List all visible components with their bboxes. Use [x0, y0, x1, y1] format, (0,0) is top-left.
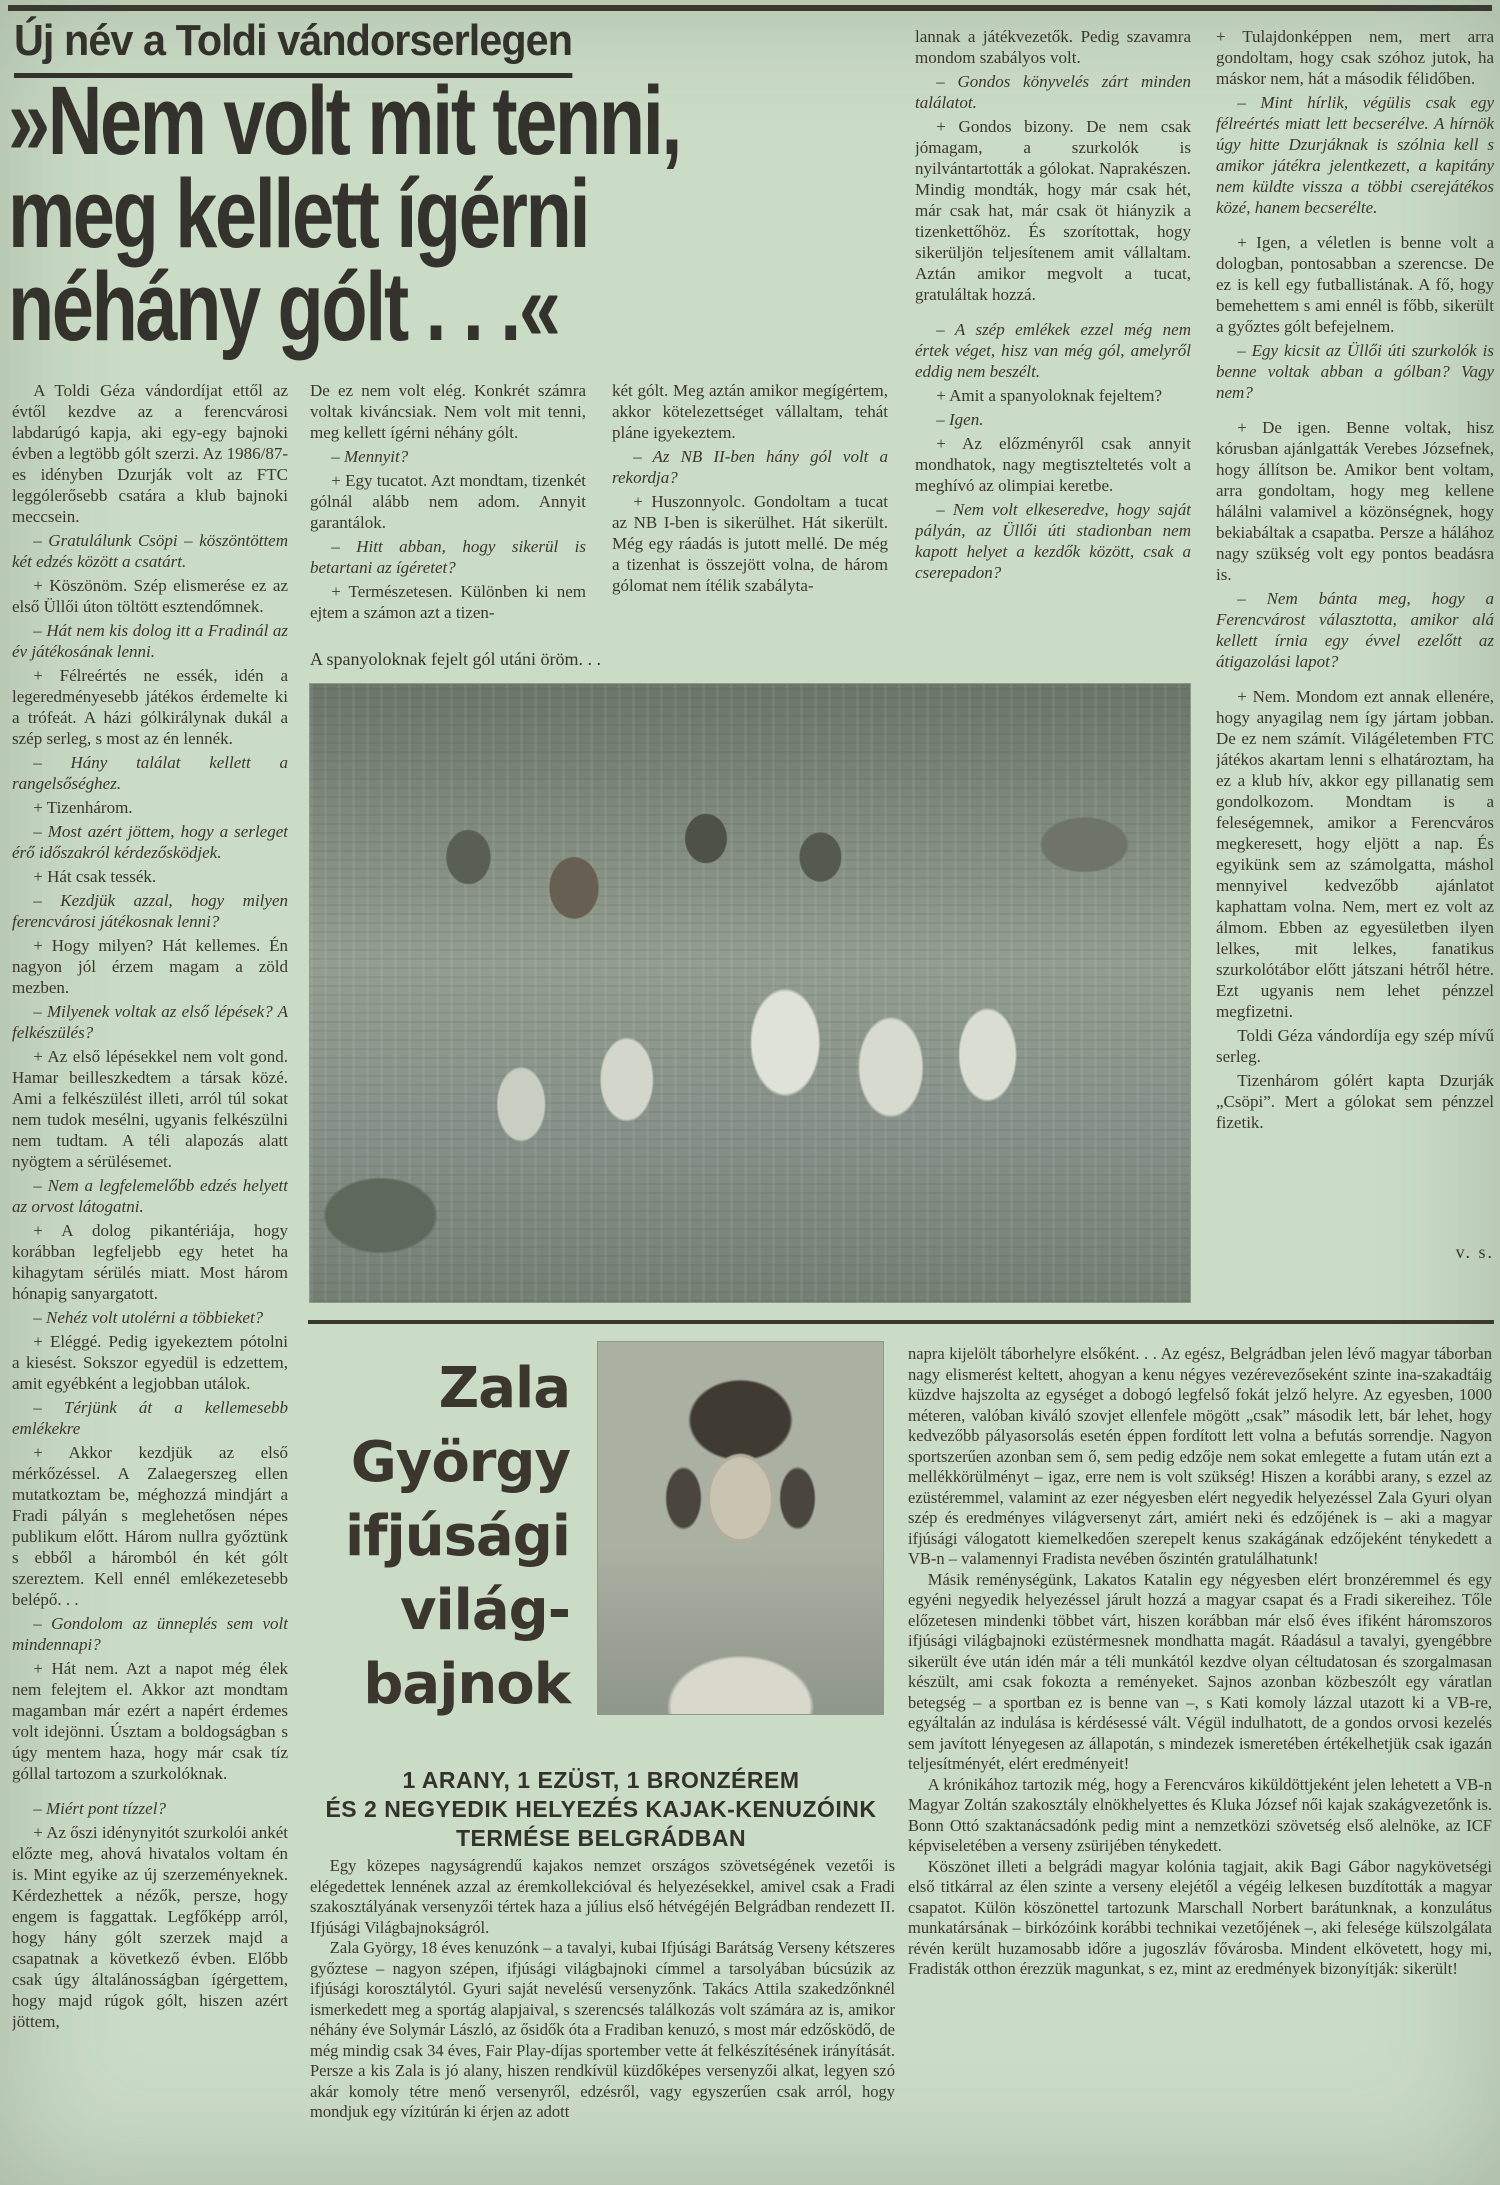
interview-paragraph: + Hát nem. Azt a napot még élek nem felejtem el. Akkor azt mondtam magamban már ezért a napért érdemes volt idejönni. Úsztam a boldogságban s úgy mentem haza, hogy már csak tíz góllal tartozom a szurkolóknak. [12, 1659, 288, 1783]
zala-subheading-line: ÉS 2 NEGYEDIK HELYEZÉS KAJAK-KENUZÓINK [325, 1796, 877, 1822]
interview-paragraph: – Egy kicsit az Üllői úti szurkolók is benne voltak abban a gólban? Vagy nem? [1216, 341, 1494, 402]
interview-paragraph: + Huszonnyolc. Gondoltam a tucat az NB I-ben is sikerülhet. Hát sikerült. Még egy ráadás is jutott mellé. De még a tizenhat is összejött volna, de három gólomat nem ítélik szabályta- [612, 492, 888, 595]
article-paragraph: Köszönet illeti a belgrádi magyar kolónia tagjait, akik Bagi Gábor nagykövetségi első titkárral az élen szinte a verseny elejétől a végéig lelkesen buzdították a magyar csapatot. Külön köszönettel tartozunk Marschall Norbert barátunknak, a konzulátus munkatársának – birkózóink korábbi technikai vezetőjének –, aki felesége külszolgálata révén került huzamosabb időre a jugoszláv fővárosba. Mindent elkövetett, hogy mi, Fradisták otthon érezzük magunkat, s ez, mint az eredmények bizonyítják: sikerült! [908, 1856, 1492, 1978]
interview-paragraph: lannak a játékvezetők. Pedig szavamra mondom szabályos volt. [915, 27, 1191, 67]
interview-paragraph: + Az őszi idénynyitót szurkolói ankét előzte meg, ahová hivatalos voltam én is. Mint egyike az új szerzeményeknek. Kérdezhettek a nézők, persze, hogy engem is faggattak. Legfőképp arról, hogy hány gólt szerzek majd a csapatnak a következő évben. Előbb csak úgy általánosságban ígérgettem, hogy majd rúgok gólt, hiszen azért jöttem, [12, 1823, 288, 2031]
page-top-rule [8, 5, 1492, 11]
interview-paragraph: – Gratulálunk Csöpi – köszöntöttem két edzés között a csatárt. [12, 531, 288, 571]
portrait-photo [598, 1342, 883, 1714]
interview-paragraph: – Nehéz volt utolérni a többieket? [33, 1308, 264, 1327]
zala-subheading [310, 1766, 892, 1853]
interview-paragraph: – A szép emlékek ezzel még nem értek véget, hisz van még gól, amelyről eddig nem beszélt. [915, 320, 1191, 381]
interview-paragraph: + Egy tucatot. Azt mondtam, tizenkét gólnál alább nem adom. Annyit garantálok. [310, 471, 586, 532]
interview-paragraph: + Tulajdonképpen nem, mert arra gondoltam, hogy csak szóhoz jutok, ha máskor nem, hát a második félidőben. [1216, 27, 1494, 88]
interview-paragraph: – Nem a legfelemelőbb edzés helyett az orvost látogatni. [12, 1176, 288, 1216]
main-headline-line: »Nem volt mit tenni, [8, 66, 681, 175]
interview-paragraph: – Nem bánta meg, hogy a Ferencvárost választotta, amikor alá kellett írnia egy évvel ezelőtt az átigazolási lapot? [1216, 589, 1494, 671]
interview-paragraph: – Hitt abban, hogy sikerül is betartani az ígéretet? [310, 537, 586, 577]
zala-subheading-line: TERMÉSE BELGRÁDBAN [455, 1825, 747, 1851]
author-signature: v. s. [1455, 1242, 1494, 1262]
interview-column-c [612, 380, 888, 638]
interview-paragraph: + Tizenhárom. [33, 798, 133, 817]
interview-paragraph: + Félreértés ne essék, idén a legeredményesebb játékos érdemelte ki a trófeát. A házi gólkirálynak dukál a szép serleg, s most az én lennék. [12, 666, 288, 748]
interview-paragraph: – Kezdjük azzal, hogy milyen ferencvárosi játékosnak lenni? [12, 891, 288, 931]
interview-paragraph: + De igen. Benne voltak, hisz kórusban ajánlgatták Verebes Józsefnek, hogy állítson be. Amikor bent voltam, arra gondoltam, hogy meg kellene hálálni valamivel a közönségnek, hogy bekiabáltak a csapatba. Persze a hálához nagy szükség volt egy pontos beadásra is. [1216, 418, 1494, 584]
interview-paragraph: Tizenhárom gólért kapta Dzurják „Csöpi”. Mert a gólokat sem pénzzel fizetik. [1216, 1071, 1494, 1132]
interview-paragraph: + Az előzményről csak annyit mondhatok, nagy megtiszteltetés volt a meghívó az olimpiai keretbe. [915, 434, 1191, 495]
interview-paragraph: + Köszönöm. Szép elismerése ez az első Üllői úton töltött esztendőmnek. [12, 576, 288, 616]
interview-column-e [1216, 26, 1494, 1234]
interview-paragraph: – Most azért jöttem, hogy a serleget érő időszakról kérdezősködjek. [12, 822, 288, 862]
interview-paragraph: + Gondos bizony. De nem csak jómagam, a szurkolók is nyilvántartották a gólokat. Naprakészen. Mindig mondták, hogy már csak hét, már csak hat, már csak öt hiányzik a tizenkettőhöz. És szorítottak, hogy sikerüljön teljesítenem amit vállaltam. Aztán amikor megvolt a tucat, gratuláltak hozzá. [915, 117, 1191, 304]
interview-paragraph: – Igen. [936, 410, 984, 429]
main-headline-line: néhány gólt . . .« [8, 252, 559, 361]
interview-column-a [12, 380, 288, 2180]
interview-paragraph: Toldi Géza vándordíja egy szép mívű serleg. [1216, 1026, 1494, 1066]
section-divider-rule [308, 1320, 1494, 1324]
interview-paragraph: – Miért pont tízzel? [33, 1799, 166, 1818]
interview-paragraph: A Toldi Géza vándordíjat ettől az évtől kezdve az a ferencvárosi labdarúgó kapja, aki egy-egy bajnoki évben a legtöbb gólt szerzi. Az 1986/87-es idényben Dzurják volt az FTC leggólerősebb csatára a klub bajnoki meccsein. [12, 381, 288, 526]
interview-paragraph: – Mint hírlik, végülis csak egy félreértés miatt lett becserélve. A hírnök úgy hitte Dzurjáknak is szólnia kell s amikor játékra jelentkezett, a kapitány nem küldte vissza a többi cserejátékos közé, hanem becserélte. [1216, 93, 1494, 217]
interview-paragraph: – Hány találat kellett a rangelsőséghez. [12, 753, 288, 793]
interview-paragraph: – Nem volt elkeseredve, hogy saját pályán, az Üllői úti stadionban nem kapott helyet a kezdők között, csak a cserepadon? [915, 500, 1191, 582]
interview-paragraph: – Gondolom az ünneplés sem volt mindennapi? [12, 1614, 288, 1654]
article-paragraph: Másik reménységünk, Lakatos Katalin egy négyesben elért bronzéremmel és egy egyéni negyedik helyezéssel járult hozzá a magyar csapat és a Fradi sikereihez. Tőle előzetesen mindenki többet várt, hiszen korábban már első éves ifiként háromszoros ifjúsági világbajnoki ezüstérmesnek mondhatta magát. Ráadásul a tavalyi, gyengébbre sikerült éve után idén már a téli munkától kezdve olyan céltudatosan és szorgalmasan készült, ami csak fokozta a reményeket. Sajnos azonban közbeszólt egy váratlan betegség – a sportban ez is benne van –, s Kati komoly lázzal utazott ki a VB-re, egyáltalán az indulása is kérdésessé vált. Végül indulhatott, de a gondos orvosi kezelés sem javított lényegesen az állapotán, s mindezek ismeretében értékelhetjük csak igazán teljesítményét, elért eredményeit! [908, 1569, 1492, 1773]
interview-paragraph: + Az első lépésekkel nem volt gond. Hamar beilleszkedtem a társak közé. Ami a felkészülést illeti, arról túl sokat nem tudok mesélni, ugyanis felkészülni nem tudtam. A téli alapozás alatt nyögtem a sérülésemet. [12, 1047, 288, 1171]
article-paragraph: Egy közepes nagyságrendű kajakos nemzet országos szövetségének vezetői is elégedettek lennének azzal az éremkollekcióval és helyezésekkel, amivel csak a Fradi szakosztályának versenyzői tértek haza a július első hétvégéjén Belgrádban rendezett II. Ifjúsági Világbajnokságról. [310, 1856, 895, 1937]
interview-paragraph: – Hát nem kis dolog itt a Fradinál az év játékosának lenni. [12, 621, 288, 661]
interview-paragraph: + Amit a spanyoloknak fejeltem? [936, 386, 1163, 405]
zala-headline-line: György [350, 1430, 570, 1495]
interview-column-d [915, 26, 1191, 638]
interview-paragraph: – Mennyit? [331, 447, 409, 466]
kicker-headline: Új név a Toldi vándorserlegen [14, 16, 572, 78]
match-celebration-photo [310, 684, 1190, 1302]
interview-column-b [310, 380, 586, 638]
zala-subheading-line: 1 ARANY, 1 EZÜST, 1 BRONZÉREM [402, 1767, 800, 1793]
zala-headline-line: ifjúsági [344, 1504, 570, 1569]
article-paragraph: Zala György, 18 éves kenuzónk – a tavalyi, kubai Ifjúsági Barátság Verseny kétszeres győztese – nagyon szépen, ifjúsági világbajnoki címmel a tarsolyában búcsúzik az ifjúsági korosztálytól. Gyuri saját nevelésű versenyzőnk. Takács Attila szakedzőnknél ismerkedett meg a sportág alapjaival, s szerencsés találkozás volt számára az is, amikor néhány éve Solymár László, az ősidők óta a Fradiban kenuzó, s most már edzősködő, de még mindig csak 34 éves, Fair Play-díjas sportember vette át felkészítésének irányítását. Persze a kis Zala is jó alany, hiszen rendkívül küzdőképes versenyzői alkat, legyen szó akár komoly tétre menő versenyről, edzésről, vagy egyszerűen csak arról, hogy mondjuk egy vízitúrán ki érjen az adott [310, 1938, 895, 2121]
zala-article-body [310, 1856, 895, 2185]
interview-paragraph: két gólt. Meg aztán amikor megígértem, akkor kötelezettséget vállaltam, tehát pláne igyekeztem. [612, 381, 888, 442]
zala-headline-line: bajnok [363, 1652, 570, 1717]
interview-paragraph: + Hát csak tessék. [33, 867, 157, 886]
main-headline-line: meg kellett ígérni [8, 159, 589, 268]
interview-paragraph: + Nem. Mondom ezt annak ellenére, hogy anyagilag nem így jártam jobban. De ez nem számít. Világéletemben FTC játékos akartam lenni s elhatároztam, ha ez a klub hív, akkor egy pillanatig sem gondolkozom. Mondtam is a feleségemnek, amikor a Ferencváros megkeresett, hogy eljött a nap. És egyikünk sem az számolgatta, máshol mennyivel kedvezőbb ajánlatot kaphattam volna. Nem, mert ez volt az álmom. Ebben az egyesületben ilyen lelkes, mit lelkes, fanatikus szurkolótábor előtt játszani hétről hétre. Ezt ugyanis nem lehet pénzzel megfizetni. [1216, 687, 1494, 1021]
interview-paragraph: + Hogy milyen? Hát kellemes. Én nagyon jól érzem magam a zöld mezben. [12, 936, 288, 997]
interview-paragraph: – Térjünk át a kellemesebb emlékekre [12, 1398, 288, 1438]
interview-paragraph: – Milyenek voltak az első lépések? A felkészülés? [12, 1002, 288, 1042]
zala-article-right-column [908, 1344, 1492, 2185]
interview-paragraph: – Az NB II-ben hány gól volt a rekordja? [612, 447, 888, 487]
interview-paragraph: + A dolog pikantériája, hogy korábban legfeljebb egy hetet ha kihagytam sérülés miatt. Most három hónapig sanyargatott. [12, 1221, 288, 1303]
article-paragraph: napra kijelölt táborhelyre elsőként. . . Az egész, Belgrádban jelen lévő magyar táborban nagy elismerést keltett, ahogyan a kenu négyes vezérevezőseként szinte ina-szakadtáig küzdve hajszolta az egységet a dobogó legfelső fokát jelző helyre. Az egyesben, 1000 méteren, valóban kiváló szovjet ellenfele mögött „csak” második lett, bár lehet, hogy kedvezőbb pályasorsolás esetén éppen fordított lett volna a befutás sorrendje. Nagyon sportszerűen azonban sem ő, sem pedig edzője nem sokat emlegette a futam után ezt a mellékkörülményt – igaz, erre nem is volt szükség! Hiszen a korábbi arany, s ezzel az ezüstéremmel, valamint az ezer négyesben elért negyedik helyezéssel Zala Gyuri olyan szép és eredményes világversenyt zárt, amiért neki és edzőjének is – aki a magyar ifjúsági válogatott kiemelkedően szerepelt kenus szakágának edzőjeként ténykedett a VB-n – valamennyi Fradista nevében őszintén gratulálhatunk! [908, 1344, 1492, 1568]
zala-headline [318, 1352, 570, 1722]
main-headline [8, 66, 681, 361]
interview-paragraph: + Akkor kezdjük az első mérkőzéssel. A Zalaegerszeg ellen mutatkoztam be, méghozzá mindjárt a Fradi pályán s meglehetősen népes publikum előtt. Három nullra győztünk s ebből a háromból én két gólt szereztem. Kell ennél emlékezetesebb belépő. . . [12, 1443, 288, 1609]
interview-paragraph: + Természetesen. Különben ki nem ejtem a számon azt a tizen- [310, 582, 586, 622]
interview-paragraph: + Igen, a véletlen is benne volt a dologban, pontosabban a szerencse. De ez is kell egy futballistának. A fő, hogy bemehettem s ami ennél is főbb, sikerült a győztes gólt befejelnem. [1216, 233, 1494, 336]
photo-caption: A spanyoloknak fejelt gól utáni öröm. . . [310, 649, 601, 669]
article-paragraph: A krónikához tartozik még, hogy a Ferencváros kiküldöttjeként jelen lehetett a VB-n Magyar Zoltán szakosztály elnökhelyettes és Kluka József női kajak szakágvezetőnk is. Bonn Ottó szaktanácsadónk pedig mint a nemzetközi szövetség első alelnöke, az ICF képviseletében a verseny zsürijében ténykedett. [908, 1774, 1492, 1855]
zala-headline-line: Zala [438, 1356, 570, 1421]
interview-paragraph: De ez nem volt elég. Konkrét számra voltak kiváncsiak. Nem volt mit tenni, meg kellett ígérni néhány gólt. [310, 381, 586, 442]
interview-paragraph: – Gondos könyvelés zárt minden találatot. [915, 72, 1191, 112]
interview-paragraph: + Eléggé. Pedig igyekeztem pótolni a kiesést. Sokszor egyedül is edzettem, amit egyébként a legjobban utálok. [12, 1332, 288, 1393]
zala-headline-line: világ- [399, 1578, 570, 1643]
